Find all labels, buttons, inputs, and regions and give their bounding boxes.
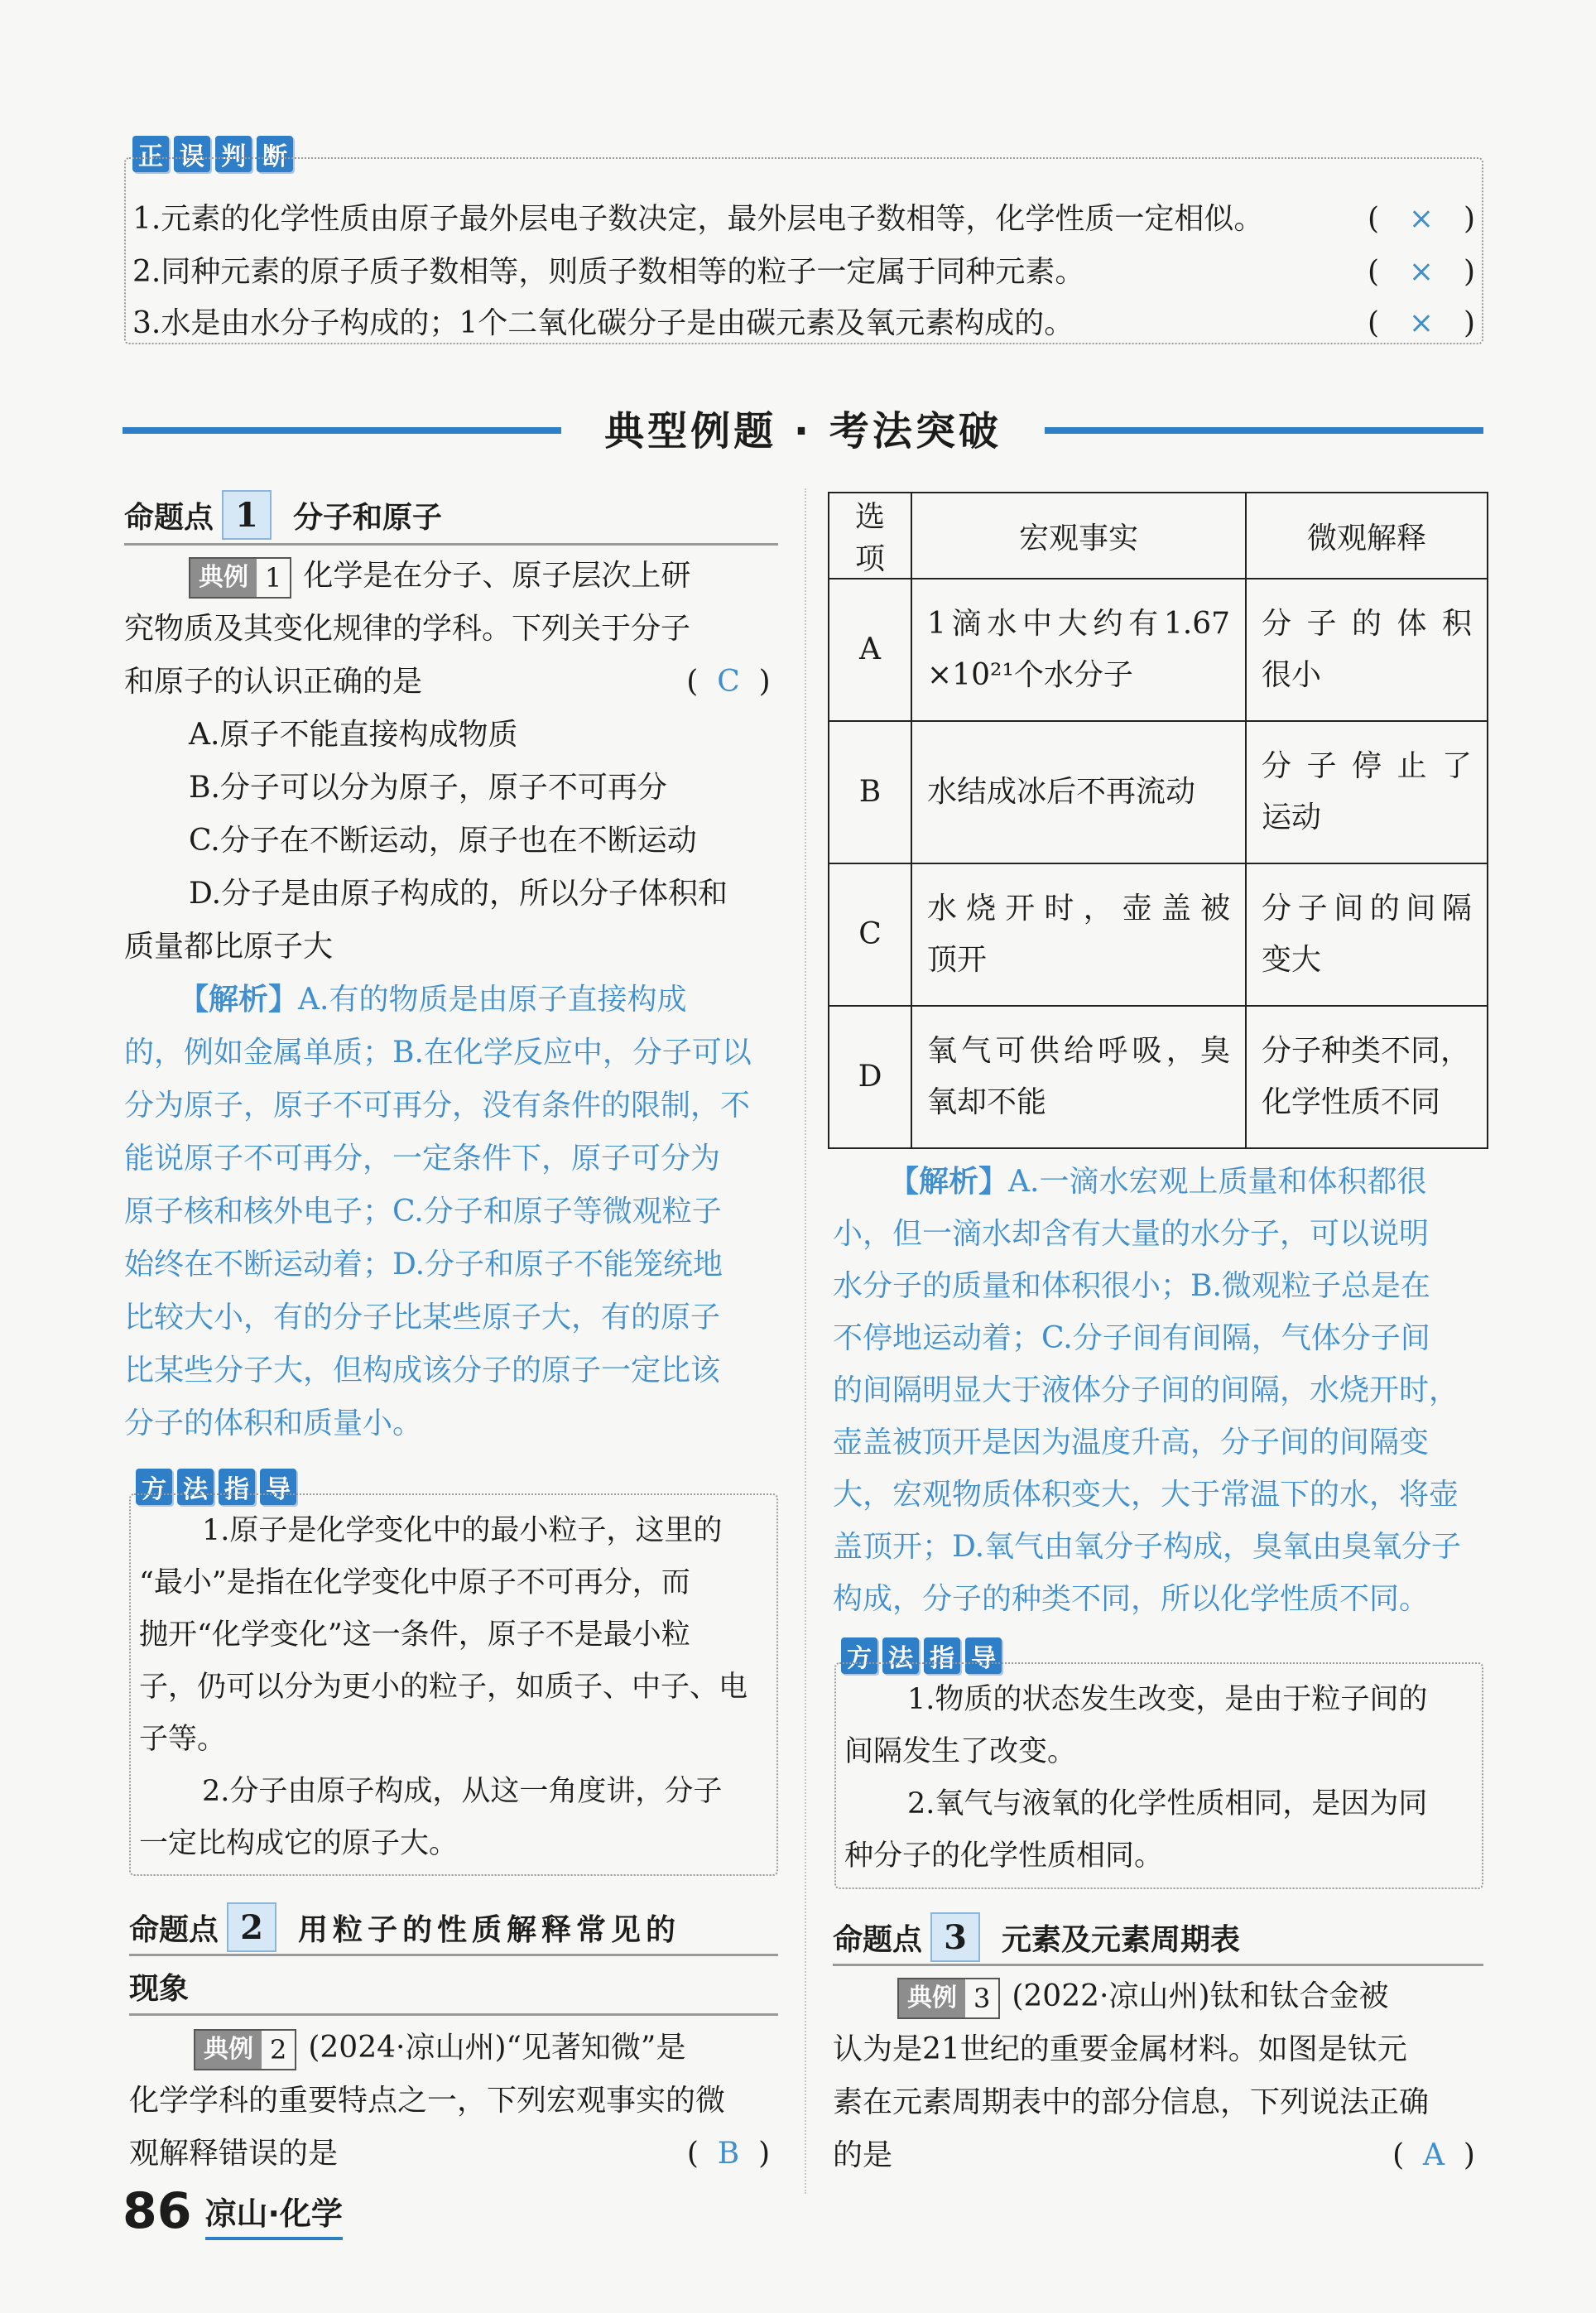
cell-line: 分子种类不同， [1262, 1034, 1471, 1068]
table-header-row [829, 493, 1488, 579]
paren-open: ( [686, 2137, 699, 2171]
example-tag-label: 典例 [195, 2031, 262, 2069]
paren-open: ( [1368, 202, 1380, 236]
topic-number: 1 [222, 490, 272, 540]
method-tag-char: 法 [882, 1637, 919, 1674]
example-stem: 素在元素周期表中的部分信息，下列说法正确 [833, 2085, 1430, 2119]
table-row [829, 721, 1488, 863]
example-stem: (2024·凉山州)“见著知微”是 [308, 2031, 686, 2065]
method-line: 一定比构成它的原子大。 [139, 1827, 459, 1860]
cell-line: 很小 [1262, 658, 1322, 692]
topic-header-2-cont: 现象 [129, 1972, 190, 2006]
option-a: A.原子不能直接构成物质 [189, 718, 518, 752]
section-banner-title: 典型例题 · 考法突破 [604, 408, 1002, 454]
paren-close: ) [758, 665, 771, 699]
column-divider [805, 488, 806, 2194]
table-cell-fact [911, 579, 1246, 721]
analysis-line: 大，宏观物质体积变大，大于常温下的水，将壶 [833, 1478, 1459, 1512]
table-cell-option: D [829, 1006, 911, 1148]
example-3 [833, 1970, 1483, 2182]
answer-box [1384, 2129, 1483, 2182]
topic-title: 元素及元素周期表 [1002, 1922, 1241, 1957]
method-line: 子等。 [139, 1723, 227, 1756]
cross-mark-icon: × [1408, 255, 1435, 289]
example-stem: 化学学科的重要特点之一，下列宏观事实的微 [129, 2084, 726, 2118]
cell-line: 氧却不能 [927, 1085, 1047, 1119]
example-tag-label: 典例 [899, 1979, 965, 2017]
method-tag-char: 导 [965, 1637, 1002, 1674]
judge-tag-char: 正 [132, 136, 169, 172]
table-header: 选项 [829, 493, 911, 579]
paren-close: ) [758, 2137, 771, 2171]
analysis-line: 比较大小，有的分子比某些原子大，有的原子 [124, 1301, 721, 1334]
analysis-label: 【解析】 [179, 983, 299, 1017]
judge-box [124, 157, 1483, 344]
option-d: D.分子是由原子构成的，所以分子体积和 [189, 877, 728, 911]
judge-item [132, 247, 1475, 298]
analysis-line: 盖顶开；D.氧气由氧分子构成，臭氧由臭氧分子 [833, 1530, 1462, 1564]
example-stem: 究物质及其变化规律的学科。下列关于分子 [124, 612, 691, 646]
method-guide-1 [129, 1493, 778, 1876]
answer-box [679, 656, 778, 709]
example-stem: (2022·凉山州)钛和钛合金被 [1012, 1979, 1389, 2013]
analysis-line: 水分子的质量和体积很小；B.微观粒子总是在 [833, 1269, 1430, 1303]
topic-underline [129, 2013, 778, 2016]
example-stem: 认为是21世纪的重要金属材料。如图是钛元 [833, 2032, 1407, 2066]
table-header: 宏观事实 [911, 493, 1246, 579]
cell-line: 氧气可供给呼吸，臭 [927, 1034, 1230, 1068]
table-cell-explain [1246, 579, 1488, 721]
cell-line: 水结成冰后不再流动 [927, 775, 1196, 809]
table-header: 微观解释 [1246, 493, 1488, 579]
page-footer [123, 2182, 343, 2240]
option-c: C.分子在不断运动，原子也在不断运动 [189, 824, 697, 858]
paren-close: ) [1463, 306, 1475, 340]
analysis-label: 【解析】 [889, 1165, 1009, 1199]
topic-header-2 [129, 1902, 778, 1952]
banner-line-right [1045, 427, 1483, 434]
method-tag-char: 指 [219, 1469, 255, 1505]
table-row [829, 863, 1488, 1006]
table-cell-fact [911, 1006, 1246, 1148]
method-line: 2.分子由原子构成，从这一角度讲，分子 [202, 1775, 723, 1808]
table-row [829, 579, 1488, 721]
cell-line: 分子停止了 [1262, 749, 1472, 783]
method-line: “最小”是指在化学变化中原子不可再分，而 [139, 1566, 690, 1599]
method-line: 1.物质的状态发生改变，是由于粒子间的 [907, 1683, 1428, 1716]
page-number: 86 [123, 2182, 192, 2240]
cell-line: 水烧开时，壶盖被 [927, 892, 1230, 926]
method-line: 间隔发生了改变。 [844, 1735, 1077, 1768]
method-tag-char: 方 [841, 1637, 877, 1674]
analysis-line: 的，例如金属单质；B.在化学反应中，分子可以 [124, 1036, 752, 1070]
method-tag-char: 法 [177, 1469, 214, 1505]
example-tag-number: 3 [973, 1983, 991, 2014]
answer-value: C [717, 665, 740, 699]
table-cell-explain [1246, 863, 1488, 1006]
topic-label: 命题点 [124, 500, 214, 535]
topic-header-3 [833, 1912, 1240, 1962]
table-cell-explain [1246, 1006, 1488, 1148]
paren-open: ( [1368, 255, 1380, 289]
method-guide-2 [834, 1662, 1483, 1889]
analysis-line: 小，但一滴水却含有大量的水分子，可以说明 [833, 1217, 1430, 1251]
analysis-line: 分为原子，原子不可再分，没有条件的限制，不 [124, 1089, 751, 1123]
paren-close: ) [1463, 202, 1475, 236]
analysis-line: 壶盖被顶开是因为温度升高，分子间的间隔变 [833, 1426, 1430, 1459]
analysis-line: 构成，分子的种类不同，所以化学性质不同。 [833, 1582, 1430, 1616]
table-cell-explain [1246, 721, 1488, 863]
cell-line: 化学性质不同 [1262, 1085, 1441, 1119]
book-title: 凉山·化学 [205, 2190, 343, 2240]
paren-close: ) [1463, 255, 1475, 289]
cross-mark-icon: × [1408, 306, 1435, 340]
analysis-line: 的间隔明显大于液体分子间的间隔，水烧开时， [833, 1373, 1459, 1407]
analysis-line: 分子的体积和质量小。 [124, 1407, 423, 1440]
paren-open: ( [1392, 2138, 1405, 2172]
method-tag-char: 指 [924, 1637, 960, 1674]
analysis-line: A.有的物质是由原子直接构成 [298, 983, 687, 1017]
topic-header-1 [124, 490, 442, 540]
example-tag-label: 典例 [190, 559, 257, 597]
analysis-line: 始终在不断运动着；D.分子和原子不能笼统地 [124, 1248, 723, 1282]
answer-value: A [1423, 2138, 1445, 2172]
cell-line: 变大 [1262, 943, 1322, 977]
analysis-2 [833, 1156, 1483, 1625]
method-tag-char: 方 [136, 1469, 172, 1505]
table-cell-option: B [829, 721, 911, 863]
topic-label: 命题点 [833, 1922, 923, 1957]
topic-underline [833, 1964, 1483, 1966]
banner-line-left [123, 427, 561, 434]
example-2 [129, 2022, 778, 2181]
facts-table [828, 492, 1488, 1149]
example-stem: 和原子的认识正确的是 [124, 665, 423, 699]
method-line: 2.氧气与液氧的化学性质相同，是因为同 [907, 1787, 1428, 1820]
cell-line: 运动 [1262, 801, 1322, 834]
topic-underline [124, 543, 778, 546]
answer-value: B [717, 2137, 740, 2171]
judge-tag-char: 判 [215, 136, 252, 172]
analysis-line: A.一滴水宏观上质量和体积都很 [1008, 1165, 1427, 1199]
example-tag [189, 557, 291, 599]
topic-title: 用粒子的性质解释常见的 [298, 1912, 681, 1947]
example-tag [897, 1978, 1000, 2019]
example-1 [124, 550, 778, 1450]
topic-number: 3 [930, 1912, 980, 1962]
cell-line: 分子间的间隔 [1262, 892, 1472, 926]
topic-number: 2 [227, 1902, 276, 1952]
example-stem: 化学是在分子、原子层次上研 [303, 559, 691, 593]
judge-item-text: 2.同种元素的原子质子数相等，则质子数相等的粒子一定属于同种元素。 [132, 255, 1085, 289]
analysis-line: 原子核和核外电子；C.分子和原子等微观粒子 [124, 1195, 722, 1229]
table-cell-fact [911, 721, 1246, 863]
cell-line: 1滴水中大约有1.67 [927, 607, 1230, 641]
judge-tag-char: 断 [257, 136, 293, 172]
paren-open: ( [686, 665, 699, 699]
cell-line: ×10²¹个水分子 [927, 658, 1133, 692]
topic-title: 分子和原子 [293, 500, 443, 535]
example-tag-number: 1 [265, 562, 282, 594]
table-cell-fact [911, 863, 1246, 1006]
method-line: 抛开“化学变化”这一条件，原子不是最小粒 [139, 1618, 690, 1652]
judge-item [132, 298, 1475, 349]
example-stem: 观解释错误的是 [129, 2137, 339, 2171]
table-row [829, 1006, 1488, 1148]
analysis-line: 不停地运动着；C.分子间有间隔，气体分子间 [833, 1321, 1430, 1355]
method-line: 1.原子是化学变化中的最小粒子，这里的 [202, 1514, 723, 1547]
method-line: 种分子的化学性质相同。 [844, 1839, 1164, 1873]
table-cell-option: C [829, 863, 911, 1006]
option-d-cont: 质量都比原子大 [124, 930, 334, 964]
judge-item-text: 3.水是由水分子构成的；1个二氧化碳分子是由碳元素及氧元素构成的。 [132, 306, 1074, 340]
answer-box [679, 2128, 778, 2181]
option-b: B.分子可以分为原子，原子不可再分 [189, 771, 667, 805]
judge-item [132, 194, 1475, 245]
example-stem: 的是 [833, 2138, 893, 2172]
paren-close: ) [1463, 2138, 1475, 2172]
cross-mark-icon: × [1408, 202, 1435, 236]
analysis-1 [124, 974, 778, 1450]
judge-tag-char: 误 [174, 136, 210, 172]
example-tag [194, 2029, 296, 2070]
cell-line: 顶开 [927, 943, 988, 977]
table-cell-option: A [829, 579, 911, 721]
topic-label: 命题点 [129, 1912, 219, 1947]
judge-item-text: 1.元素的化学性质由原子最外层电子数决定，最外层电子数相等，化学性质一定相似。 [132, 202, 1264, 236]
cell-line: 分子的体积 [1262, 607, 1472, 641]
topic-underline [129, 1954, 778, 1956]
example-tag-number: 2 [270, 2034, 287, 2065]
analysis-line: 比某些分子大，但构成该分子的原子一定比该 [124, 1354, 721, 1387]
paren-open: ( [1368, 306, 1380, 340]
method-line: 子，仍可以分为更小的粒子，如质子、中子、电 [139, 1671, 748, 1704]
analysis-line: 能说原子不可再分，一定条件下，原子可分为 [124, 1142, 721, 1176]
method-tag-char: 导 [260, 1469, 296, 1505]
